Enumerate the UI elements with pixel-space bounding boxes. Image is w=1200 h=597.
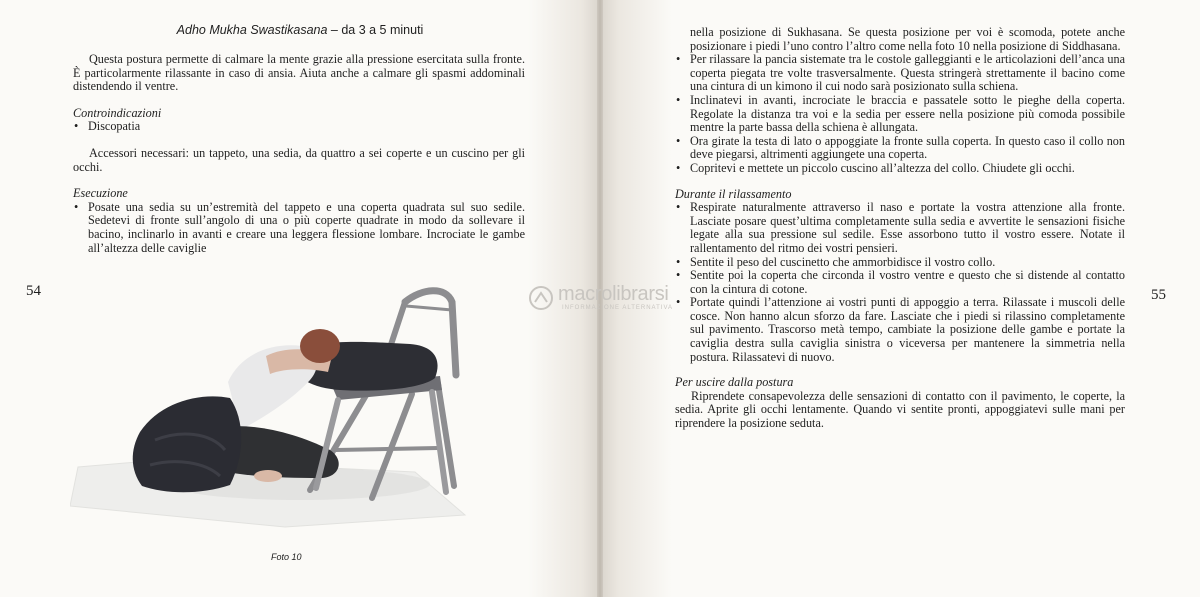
contraindications-heading: Controindicazioni bbox=[73, 105, 162, 120]
list-item: • Ora girate la testa di lato o appoggiate la fronte sulla coperta. In questo caso il collo non deve piegarsi, altrimenti aggiungete una coperta. bbox=[675, 135, 1125, 162]
pose-heading bbox=[0, 23, 600, 37]
execution-continued-list bbox=[675, 26, 1125, 176]
right-text-block bbox=[675, 26, 1125, 431]
list-item: • Sentite il peso del cuscinetto che ammorbidisce il vostro collo. bbox=[675, 256, 1125, 270]
during-list bbox=[675, 201, 1125, 364]
during-heading: Durante il rilassamento bbox=[675, 186, 792, 201]
list-item: • Per rilassare la pancia sistemate tra le costole galleggianti e le articolazioni dell’anca una coperta piegata tre volte trasversalmente. Questa stringerà strettamente il bacino come una cintura di un kimono il cui nodo sarà posizionato sulla schiena. bbox=[675, 53, 1125, 94]
pose-title: Adho Mukha Swastikasana bbox=[176, 23, 328, 37]
execution-list bbox=[73, 201, 525, 255]
list-item: nella posizione di Sukhasana. Se questa posizione per voi è scomoda, potete anche posizionare i piedi l’uno contro l’altro come nella foto 10 nella posizione di Siddhasana. bbox=[690, 25, 1125, 53]
pose-duration: – da 3 a 5 minuti bbox=[327, 23, 424, 37]
left-text-block bbox=[73, 53, 525, 255]
hip-blanket bbox=[133, 396, 242, 492]
list-item: • Respirate naturalmente attraverso il naso e portate la vostra attenzione alla fronte. Lasciate posare quest’ultima completamente sulla sedia e avvertite le sensazioni fisiche legate alla sua pressione sul sedile. Esse assorbono tutto il vostro essere. Notate il rallentamento del ritmo dei vostri pensieri. bbox=[675, 201, 1125, 255]
watermark-logo-icon bbox=[528, 285, 554, 311]
exit-paragraph: Riprendete consapevolezza delle sensazioni di contatto con il pavimento, le coperte, la sedia. Aprite gli occhi lentamente. Quando vi sentite pronti, appoggiatevi sulle mani per riprendere la posizione seduta. bbox=[675, 388, 1125, 431]
contraindications-list bbox=[73, 120, 525, 134]
list-item: • Sentite poi la coperta che circonda il vostro ventre e questo che si distende al contatto con la cintura di cotone. bbox=[675, 269, 1125, 296]
list-item: • Copritevi e mettete un piccolo cuscino all’altezza del collo. Chiudete gli occhi. bbox=[675, 162, 1125, 176]
watermark-subtext: INFORMAZIONE ALTERNATIVA bbox=[562, 305, 674, 311]
list-item: • Discopatia bbox=[73, 120, 525, 134]
exit-heading: Per uscire dalla postura bbox=[675, 375, 794, 390]
page-number-right: 55 bbox=[1151, 287, 1166, 303]
list-item: • Inclinatevi in avanti, incrociate le braccia e passatele sotto le pieghe della coperta. Regolate la distanza tra voi e la sedia per essere nella posizione più comoda possibile mentre la parte bassa della schiena è allungata. bbox=[675, 94, 1125, 135]
person-head bbox=[300, 329, 340, 363]
person-foot bbox=[254, 470, 282, 482]
intro-paragraph: Questa postura permette di calmare la mente grazie alla pressione esercitata sulla fronte. È particolarmente rilassante in caso di ansia. Aiuta anche a calmare gli spasmi addominali distendendo il ventre. bbox=[73, 52, 525, 94]
list-item: • Posate una sedia su un’estremità del tappeto e una coperta quadrata sul suo sedile. Sedetevi di fronte sull’angolo di una o più coperte quadrate in modo da sollevare il bacino, inclinarlo in avanti e creare una leggera flessione lombare. Incrociate le gambe all’altezza delle caviglie bbox=[73, 201, 525, 255]
watermark-text: macrolibrarsi bbox=[558, 283, 669, 305]
list-item: • Portate quindi l’attenzione ai vostri punti di appoggio a terra. Rilassate i muscoli delle cosce. Non hanno alcun sforzo da fare. Lasciate che i piedi si rilassino completamente sul pavimento. Trascorso metà tempo, cambiate la posizione delle gambe e portate la caviglia destra sulla caviglia sinistra o viceversa per mantenere la simmetria nella postura. Rilassatevi di nuovo. bbox=[675, 296, 1125, 364]
execution-heading: Esecuzione bbox=[73, 186, 128, 201]
accessories-paragraph: Accessori necessari: un tappeto, una sedia, da quattro a sei coperte e un cuscino per gli occhi. bbox=[73, 145, 525, 174]
pose-photo bbox=[70, 280, 490, 530]
photo-caption: Foto 10 bbox=[271, 552, 302, 562]
page-number-left: 54 bbox=[26, 283, 41, 299]
right-page bbox=[600, 0, 1200, 597]
